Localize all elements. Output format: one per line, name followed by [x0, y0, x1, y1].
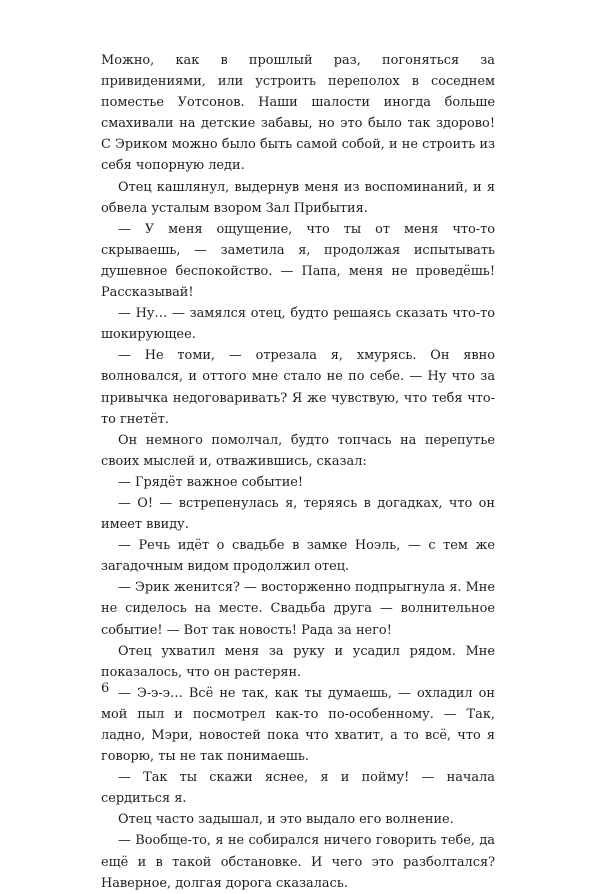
paragraph-8: — О! — встрепенулась я, теряясь в догадках, что он имеет ввиду. — [101, 495, 495, 533]
paragraph-2: Отец кашлянул, выдернув меня из воспоминаний, и я обвела усталым взором Зал Прибытия. — [101, 179, 495, 216]
paragraph-1: Можно, как в прошлый раз, погоняться за привидениями, или устроить переполох в соседнем поместье Уотсонов. Наши шалости иногда больше смахивали на детские забавы, но это было так здорово! С Эриком можно было быть самой собой, и не строить из себя чопорную леди. — [101, 53, 495, 174]
paragraph-12: — Э-э-э… Всё не так, как ты думаешь, — охладил он мой пыл и посмотрел как-то по-особенному. — Так, ладно, Мэри, новостей пока что хватит, а то всё, что я говорю, ты не так понимаешь. — [101, 685, 495, 765]
paragraph-11: Отец ухватил меня за руку и усадил рядом. Мне показалось, что он растерян. — [101, 643, 495, 680]
paragraph-3: — У меня ощущение, что ты от меня что-то скрываешь, — заметила я, продолжая испытывать душевное беспокойство. — Папа, меня не проведёшь! Рассказывай! — [101, 221, 495, 301]
page-number: 6 — [101, 681, 110, 696]
body-text — [101, 50, 495, 894]
paragraph-15: — Вообще-то, я не собирался ничего говорить тебе, да ещё и в такой обстановке. И чего это разболтался? Наверное, долгая дорога сказалась. — [101, 833, 495, 891]
paragraph-6: Он немного помолчал, будто топчась на перепутье своих мыслей и, отважившись, сказал: — [101, 432, 495, 469]
paragraph-5: — Не томи, — отрезала я, хмурясь. Он явно волновался, и оттого мне стало не по себе. — Ну что за привычка недоговаривать? Я же чувствую, что тебя что-то гнетёт. — [101, 348, 495, 427]
paragraph-10: — Эрик женится? — восторженно подпрыгнула я. Мне не сиделось на месте. Свадьба друга — волнительное событие! — Вот так новость! Рада за него! — [101, 580, 495, 638]
paragraph-7: — Грядёт важное событие! — [118, 474, 304, 490]
paragraph-4: — Ну… — замялся отец, будто решаясь сказать что-то шокирующее. — [101, 306, 495, 343]
paragraph-14: Отец часто задышал, и это выдало его волнение. — [118, 812, 454, 828]
paragraph-13: — Так ты скажи яснее, я и пойму! — начала сердиться я. — [101, 770, 495, 807]
paragraph-9: — Речь идёт о свадьбе в замке Ноэль, — с тем же загадочным видом продолжил отец. — [101, 538, 495, 575]
